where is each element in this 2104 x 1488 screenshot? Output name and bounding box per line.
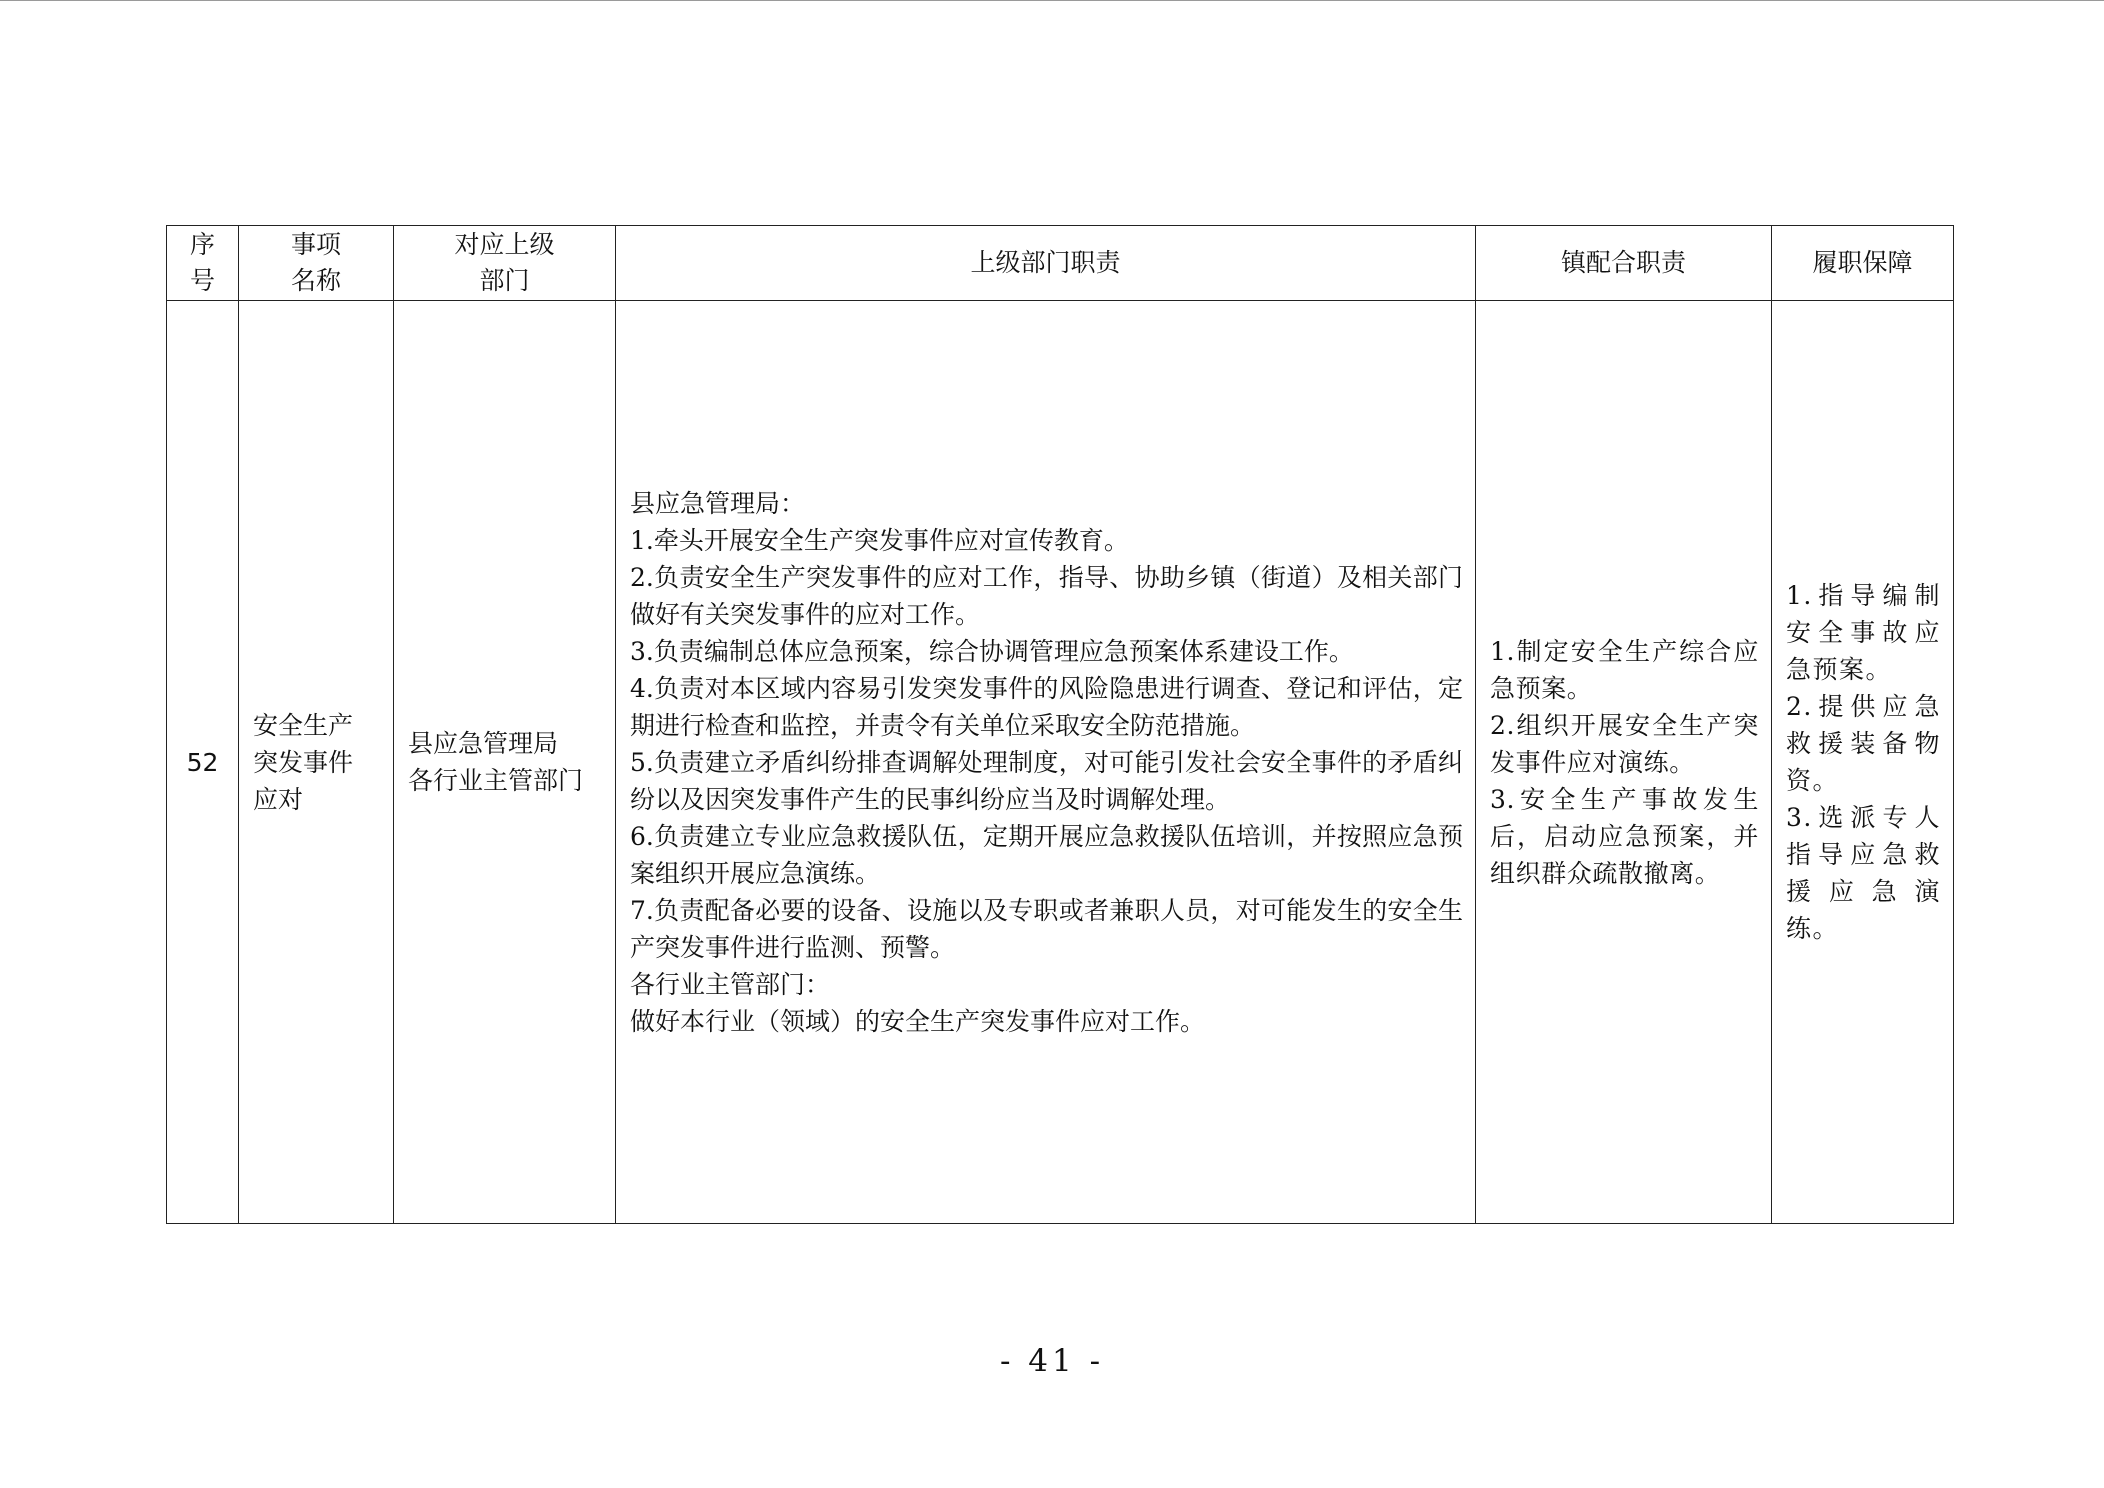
town-duty-item: 2.组织开展安全生产突发事件应对演练。 xyxy=(1490,710,1759,777)
duty-item: 4.负责对本区域内容易引发突发事件的风险隐患进行调查、登记和评估，定期进行检查和监控，并责令有关单位采取安全防范措施。 xyxy=(630,673,1463,740)
duty-heading: 县应急管理局： xyxy=(630,488,806,518)
guarantee-item: 3.选派专人指导应急救援应急演练。 xyxy=(1786,803,1941,943)
header-superior-department: 对应上级 部门 xyxy=(394,226,616,301)
table-row xyxy=(167,301,1954,1224)
town-duty-item: 3.安全生产事故发生后，启动应急预案，并组织群众疏散撤离。 xyxy=(1490,784,1759,888)
duty-item: 5.负责建立矛盾纠纷排查调解处理制度，对可能引发社会安全事件的矛盾纠纷以及因突发事件产生的民事纠纷应当及时调解处理。 xyxy=(630,747,1463,814)
duty-item: 2.负责安全生产突发事件的应对工作，指导、协助乡镇（街道）及相关部门做好有关突发事件的应对工作。 xyxy=(630,562,1463,629)
row-departments: 县应急管理局 各行业主管部门 xyxy=(394,301,616,1224)
duty-item: 1.牵头开展安全生产突发事件应对宣传教育。 xyxy=(630,525,1129,555)
duty-item: 3.负责编制总体应急预案，综合协调管理应急预案体系建设工作。 xyxy=(630,636,1354,666)
row-superior-duties xyxy=(616,301,1476,1224)
row-guarantees xyxy=(1772,301,1954,1224)
header-item-name: 事项 名称 xyxy=(239,226,394,301)
town-duty-item: 1.制定安全生产综合应急预案。 xyxy=(1490,636,1759,703)
duty-heading: 各行业主管部门： xyxy=(630,969,831,999)
duty-table xyxy=(166,225,1954,1224)
page-number: - 41 - xyxy=(999,1343,1105,1379)
top-border-line xyxy=(0,0,2104,1)
row-item-name: 安全生产 突发事件 应对 xyxy=(239,301,394,1224)
header-town-duties: 镇配合职责 xyxy=(1476,226,1772,301)
header-superior-duties: 上级部门职责 xyxy=(616,226,1476,301)
row-number: 52 xyxy=(167,301,239,1224)
duty-item: 6.负责建立专业应急救援队伍，定期开展应急救援队伍培训，并按照应急预案组织开展应急演练。 xyxy=(630,821,1463,888)
row-town-duties xyxy=(1476,301,1772,1224)
duty-item: 7.负责配备必要的设备、设施以及专职或者兼职人员，对可能发生的安全生产突发事件进行监测、预警。 xyxy=(630,895,1463,962)
guarantee-item: 1.指导编制安全事故应急预案。 xyxy=(1786,581,1941,684)
header-number: 序 号 xyxy=(167,226,239,301)
header-guarantees: 履职保障 xyxy=(1772,226,1954,301)
header-row xyxy=(167,226,1954,301)
guarantee-item: 2.提供应急救援装备物资。 xyxy=(1786,692,1941,795)
duty-item: 做好本行业（领域）的安全生产突发事件应对工作。 xyxy=(630,1006,1206,1036)
